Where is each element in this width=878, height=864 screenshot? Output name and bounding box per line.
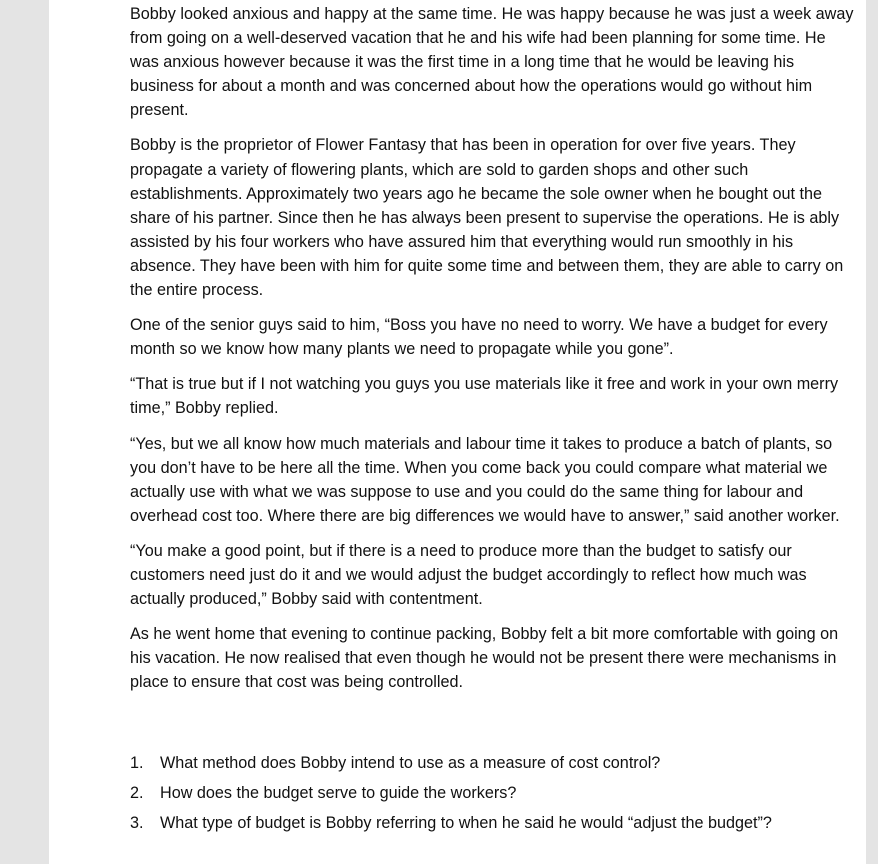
paragraph-4: “That is true but if I not watching you guys you use materials like it free and work in your own merry time,” Bobby replied. [130,375,839,418]
question-number: 2. [130,784,144,802]
paragraph-7: As he went home that evening to continue packing, Bobby felt a bit more comfortable with going on his vacation. He now realised that even though he would not be present there were mechanisms in place to ensure that cost was being controlled. [130,625,839,692]
paragraph-5: “Yes, but we all know how much materials and labour time it takes to produce a batch of plants, so you don’t have to be here all the time. When you come back you could compare what material we actually use with what we was suppose to use and you could do the same thing for labour and overhead cost too. Where there are big differences we would have to answer,” said another worker. [130,434,840,525]
document-page [49,0,866,864]
question-item [130,811,855,841]
question-text: What type of budget is Bobby referring to when he said he would “adjust the budget”? [160,814,772,832]
paragraph-3: One of the senior guys said to him, “Boss you have no need to worry. We have a budget for every month so we know how many plants we need to propagate while you gone”. [130,316,828,359]
question-text: What method does Bobby intend to use as a measure of cost control? [160,754,661,772]
document-body [130,2,855,705]
question-number: 3. [130,814,144,832]
question-text: How does the budget serve to guide the workers? [160,784,517,802]
question-number: 1. [130,754,144,772]
paragraph-2: Bobby is the proprietor of Flower Fantasy that has been in operation for over five years. They propagate a variety of flowering plants, which are sold to garden shops and other such establishments. Approximately two years ago he became the sole owner when he bought out the share of his partner. Since then he has always been present to supervise the operations. He is ably assisted by his four workers who have assured him that everything would run smoothly in his absence. They have been with him for quite some time and between them, they are able to carry on the entire process. [130,136,844,300]
question-item [130,751,855,781]
paragraph-6: “You make a good point, but if there is a need to produce more than the budget to satisfy our customers need just do it and we would adjust the budget accordingly to reflect how much was actually produced,” Bobby said with contentment. [130,541,807,609]
question-list [130,751,855,841]
paragraph-1: Bobby looked anxious and happy at the same time. He was happy because he was just a week away from going on a well-deserved vacation that he and his wife had been planning for some time. He was anxious however because it was the first time in a long time that he would be leaving his business for about a month and was concerned about how the operations would go without him present. [130,5,854,120]
question-item [130,781,855,811]
